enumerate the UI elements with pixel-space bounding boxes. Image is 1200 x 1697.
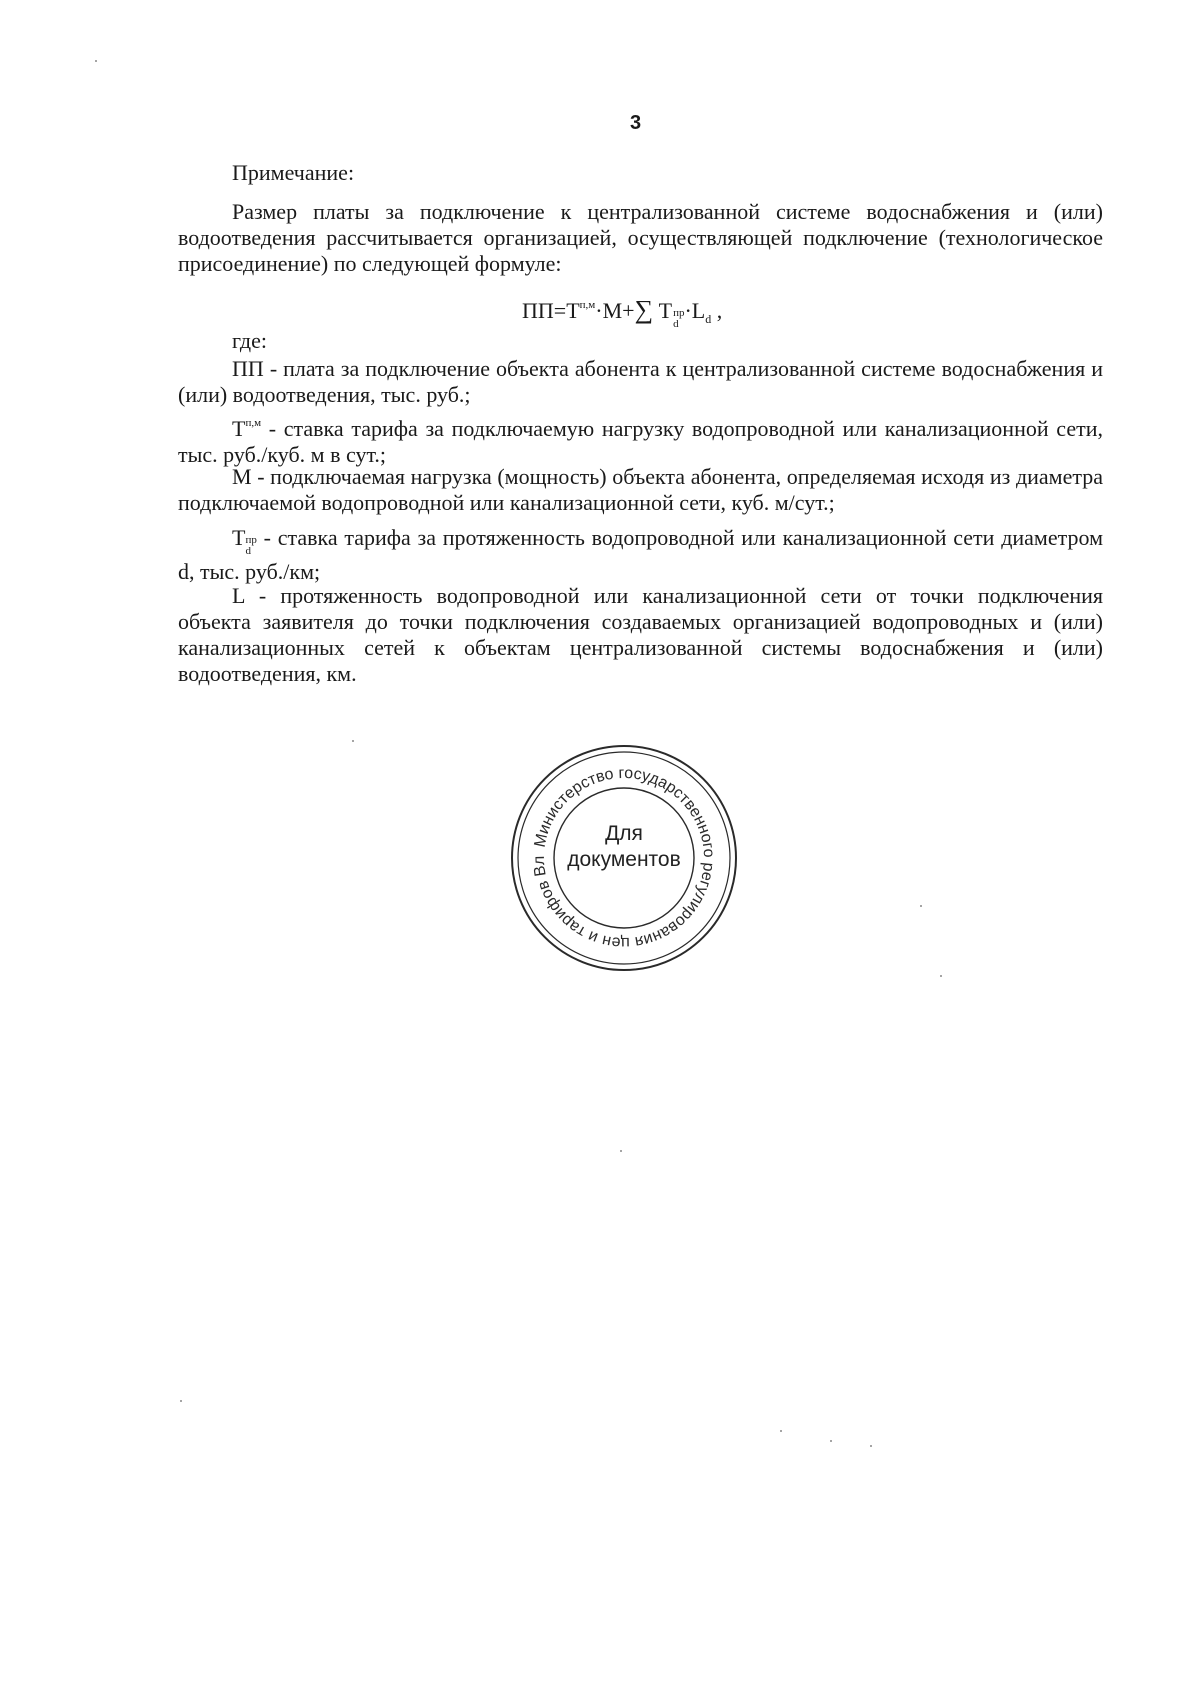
definition-m	[178, 464, 1103, 516]
definition-text: - ставка тарифа за протяженность водопроводной или канализационной сети диаметром d, тыс. руб./км;	[178, 525, 1104, 584]
intro-paragraph	[178, 199, 1103, 277]
stamp-ring-text: Министерство государственного регулирования цен и тарифов Вл	[530, 764, 718, 952]
formula-plus: +	[622, 298, 635, 323]
definition-symbol-sup: пр	[245, 534, 257, 546]
formula-lhs: ПП	[522, 298, 554, 323]
definition-symbol-sub: d	[245, 545, 251, 557]
scan-speck	[620, 1150, 622, 1152]
definition-text: - ставка тарифа за подключаемую нагрузку водопроводной или канализационной сети, тыс. руб./куб. м в сут.;	[178, 416, 1103, 467]
scan-speck	[95, 60, 97, 62]
definition-tpm	[178, 410, 1103, 468]
page-number: 3	[630, 112, 642, 134]
formula-dot-2: ·	[684, 298, 692, 323]
official-stamp	[509, 743, 739, 973]
formula-t: Т	[566, 298, 580, 323]
formula-m: М	[602, 298, 623, 323]
formula-t-sup: п,м	[579, 299, 596, 311]
definition-symbol: Т	[232, 416, 246, 441]
scan-speck	[352, 740, 354, 742]
definition-symbol: Т	[232, 525, 246, 550]
formula-t2-sub: d	[673, 318, 679, 330]
note-heading: Примечание:	[232, 160, 355, 185]
formula-sum-symbol: ∑	[634, 295, 654, 324]
formula-l: L	[691, 298, 706, 323]
definition-pp	[178, 356, 1103, 408]
formula-l-sub: d	[705, 312, 712, 326]
definition-symbol: М	[232, 464, 252, 489]
scan-speck	[940, 975, 942, 977]
definition-text: - протяженность водопроводной или канализационной сети от точки подключения объекта заявителя до точки подключения создаваемых организацией водопроводных и (или) канализационных сетей к объектам централизованной системы водоснабжения и (или) водоотведения, км.	[178, 583, 1103, 686]
where-label: где:	[232, 328, 267, 353]
scan-speck	[920, 905, 922, 907]
scan-speck	[180, 1400, 182, 1402]
definition-text: - подключаемая нагрузка (мощность) объекта абонента, определяемая исходя из диаметра подключаемой водопроводной или канализационной сети, куб. м/сут.;	[178, 464, 1104, 515]
definition-symbol-sup: п,м	[245, 417, 262, 429]
scan-speck	[830, 1440, 832, 1442]
definition-symbol: ПП	[232, 356, 264, 381]
stamp-center-text	[509, 821, 739, 873]
formula-t2: Т	[658, 298, 673, 323]
formula-t2-sup: пр	[673, 307, 685, 319]
stamp-center-line-1: Для	[605, 822, 643, 845]
stamp-center-line-2: документов	[567, 848, 681, 871]
scan-speck	[870, 1445, 872, 1447]
formula-eq: =	[553, 298, 567, 323]
formula-comma: ,	[716, 298, 723, 323]
definition-symbol: L	[232, 583, 245, 608]
scan-speck	[780, 1430, 782, 1432]
definition-text: - плата за подключение объекта абонента к централизованной системе водоснабжения и (или) водоотведения, тыс. руб.;	[178, 356, 1104, 407]
payment-formula	[522, 295, 722, 330]
definition-l	[178, 583, 1103, 687]
formula-dot-1: ·	[595, 298, 603, 323]
intro-text: Размер платы за подключение к централизованной системе водоснабжения и (или) водоотведения рассчитывается организацией, осуществляющей подключение (технологическое присоединение) по следующей формуле:	[178, 199, 1103, 276]
definition-tpr	[178, 523, 1103, 587]
